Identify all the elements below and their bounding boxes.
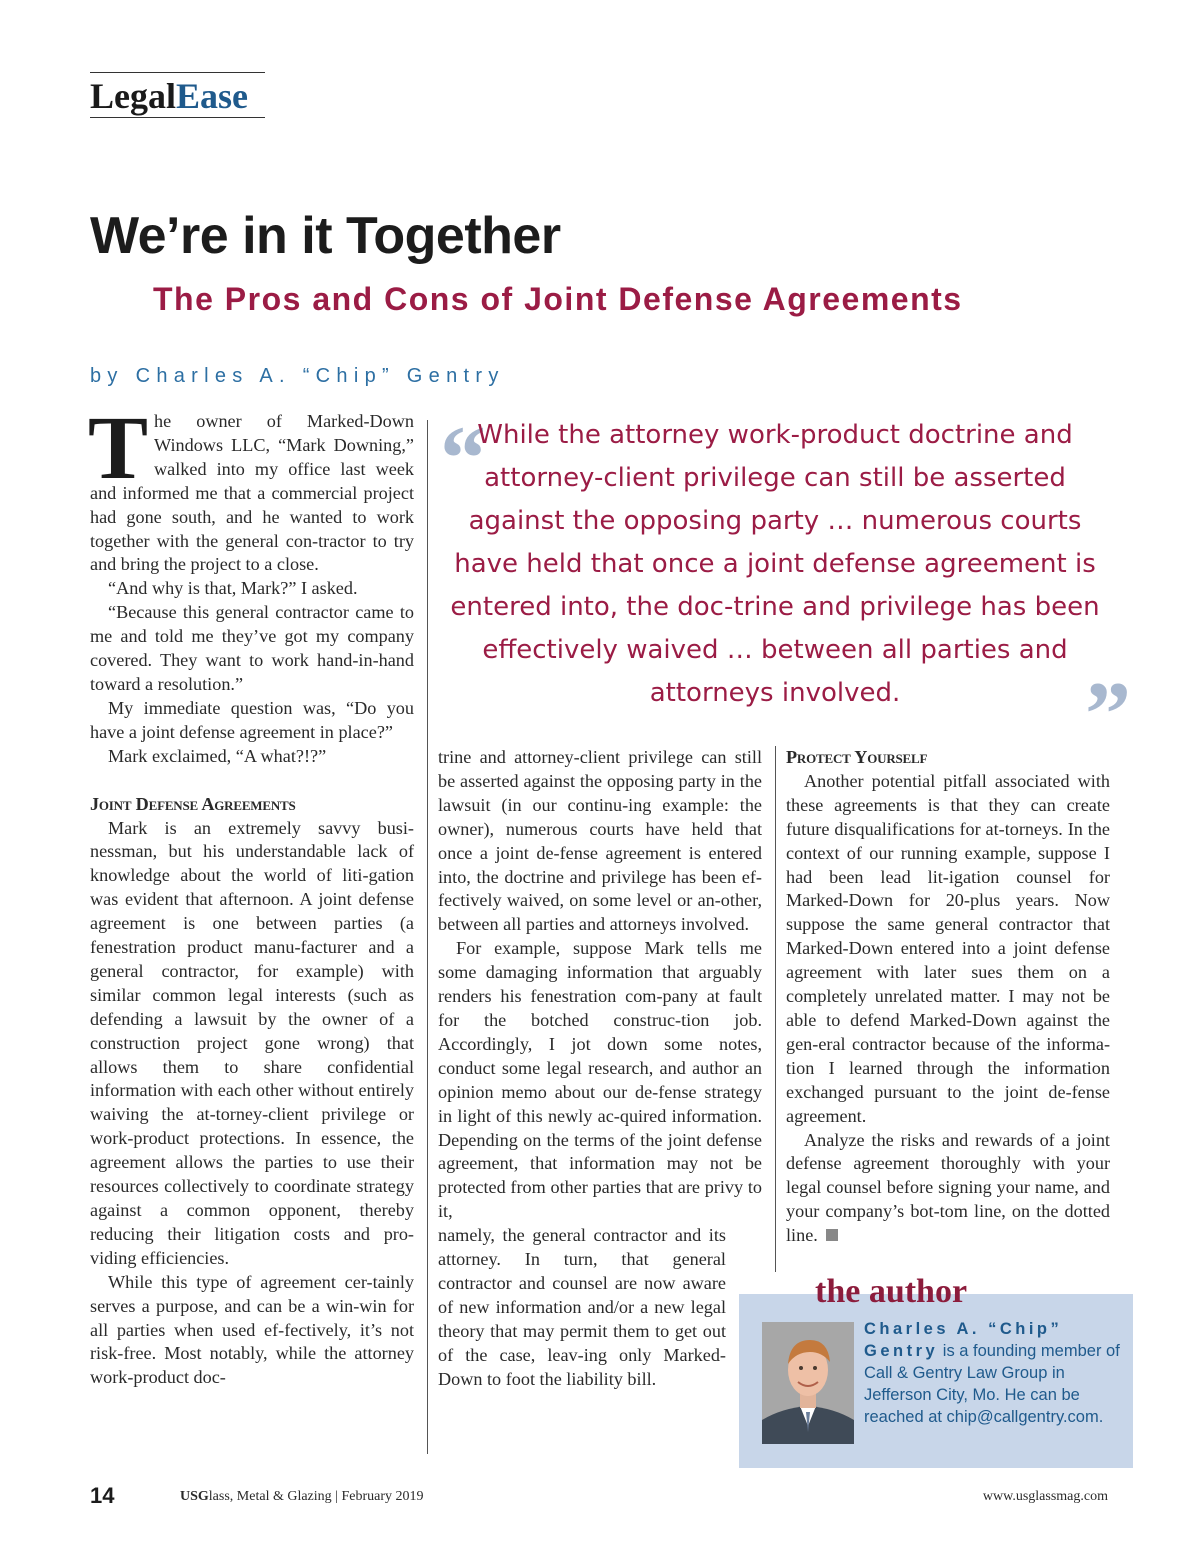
intro-paragraph bbox=[88, 399, 414, 577]
paragraph: While this type of agreement cer-tainly serves a purpose, and can be a win-win for all parties when used ef-fectively, it’s not risk-free. Most notably, while the attorney work-product doc- bbox=[90, 1271, 414, 1388]
body-column-1 bbox=[88, 399, 414, 1390]
paragraph: Mark exclaimed, “A what?!?” bbox=[108, 745, 327, 766]
footer-separator: | bbox=[335, 1489, 338, 1504]
page-number: 14 bbox=[90, 1483, 115, 1508]
header-rule-top bbox=[90, 72, 265, 73]
paragraph: My immediate question was, “Do you have a joint defense agreement in place?” bbox=[90, 697, 414, 742]
section-heading-protect-yourself: Protect Yourself bbox=[786, 747, 928, 767]
pull-quote bbox=[440, 407, 1110, 715]
paragraph bbox=[438, 937, 762, 1224]
paragraph bbox=[786, 1129, 1110, 1249]
paragraph-narrow: namely, the general contractor and its attorney. In turn, that general contractor and counsel are now aware of new information and/or a new legal theory that may permit them to get out of the case, leav-ing only Marked-Down to foot the liability bill. bbox=[438, 1225, 726, 1389]
paragraph: Another potential pitfall associated with these agreements is that they can create future disqualifications for at-torneys. In the context of our running example, suppose I had been lead lit-igation counsel for Marked-Down for 20-plus years. Now suppose the same general contractor that Marked-Down entered into a joint defense agreement with later sues them on a completely unrelated matter. I may not be able to defend Marked-Down against the gen-eral contractor because of the informa-tion I learned through the information exchanged pursuant to the joint de-fense agreement. bbox=[786, 770, 1110, 1126]
author-label: the author bbox=[815, 1273, 968, 1310]
website-url: www.usglassmag.com bbox=[982, 1489, 1108, 1504]
department-header bbox=[90, 72, 265, 118]
author-portrait-image bbox=[762, 1322, 854, 1444]
issue-date: February 2019 bbox=[341, 1489, 424, 1504]
drop-cap: T bbox=[88, 399, 149, 498]
open-quote-icon: “ bbox=[440, 407, 486, 509]
author-bio bbox=[864, 1318, 1122, 1428]
department-name-part1: Legal bbox=[90, 76, 176, 116]
publication-name-bold: USG bbox=[180, 1489, 209, 1504]
article-subtitle: The Pros and Cons of Joint Defense Agreements bbox=[153, 281, 963, 317]
paragraph: “Because this general contractor came to me and told me they’ve got my company covered. They want to work hand-in-hand toward a resolution.” bbox=[90, 602, 414, 694]
header-rule-bottom bbox=[90, 117, 265, 118]
author-photo bbox=[762, 1322, 854, 1444]
department-name bbox=[90, 77, 265, 115]
publication-name: lass, Metal & Glazing bbox=[208, 1489, 332, 1504]
byline: by Charles A. “Chip” Gentry bbox=[90, 365, 505, 387]
pull-quote-text: While the attorney work-product doctrine and attorney-client privilege can still be asserted against the opposing party … numerous courts have held that once a joint defense agreement is entered into, the doc-trine and privilege has been effectively waived … between all parties and attorneys involved. bbox=[450, 420, 1100, 708]
body-column-3 bbox=[786, 746, 1110, 1248]
department-name-part2: Ease bbox=[176, 76, 248, 116]
paragraph-continued: trine and attorney-client privilege can still be asserted against the opposing party in the lawsuit (in our continu-ing example: the owner), numerous courts have held that once a joint de-fense agreement is entered into, the doctrine and privilege has been ef-fectively waived, on some level or an-other, between all parties and attorneys involved. bbox=[438, 747, 762, 935]
paragraph: “And why is that, Mark?” I asked. bbox=[108, 578, 358, 599]
paragraph-text: Analyze the risks and rewards of a joint defense agreement thoroughly with your legal counsel before signing your name, and your company’s bot-tom line, on the dotted line. bbox=[786, 1129, 1110, 1246]
column-divider bbox=[775, 746, 776, 1272]
body-column-2 bbox=[438, 746, 762, 1391]
author-name: Charles A. “Chip” Gentry bbox=[864, 1320, 1063, 1360]
close-quote-icon: ” bbox=[1085, 663, 1131, 765]
section-heading-joint-defense: Joint Defense Agreements bbox=[90, 793, 296, 814]
paragraph-text: For example, suppose Mark tells me some damaging information that arguably renders his fenestration com-pany at fault for the botched construc-tion job. Accordingly, I jot down some notes, conduct some legal research, and author an opinion memo about our de-fense strategy in light of this newly ac-quired information. Depending on the terms of the joint defense agreement, that information may not be protected from other parties that are privy to it, bbox=[438, 938, 762, 1222]
end-mark-icon bbox=[826, 1229, 838, 1241]
paragraph: Mark is an extremely savvy busi-nessman, but his understandable lack of knowledge about the world of liti-gation was evident that afternoon. A joint defense agreement is one between parties (a fenestration product manu-facturer and a general contractor, for example) with similar common legal interests (such as defending a lawsuit by the owner of a construction project gone wrong) that allows them to share confidential information with each other without entirely waiving the at-torney-client privilege or work-product protections. In essence, the agreement allows the parties to use their resources collectively to coordinate strategy against a common opponent, thereby reducing their litigation costs and pro-viding efficiencies. bbox=[90, 817, 414, 1268]
column-divider bbox=[427, 420, 428, 1454]
paragraph-text: he owner of Marked-Down Windows LLC, “Mark Downing,” walked into my office last week and informed me that a commercial project had gone south, and he wanted to work together with the general con-tractor to try and bring the project to a close. bbox=[90, 411, 414, 575]
publication-info bbox=[180, 1488, 424, 1506]
article-title: We’re in it Together bbox=[90, 207, 561, 265]
author-bio-text: is a founding member of Call & Gentry Law Group in Jefferson City, Mo. He can be reached at chip@callgentry.com. bbox=[864, 1342, 1120, 1426]
